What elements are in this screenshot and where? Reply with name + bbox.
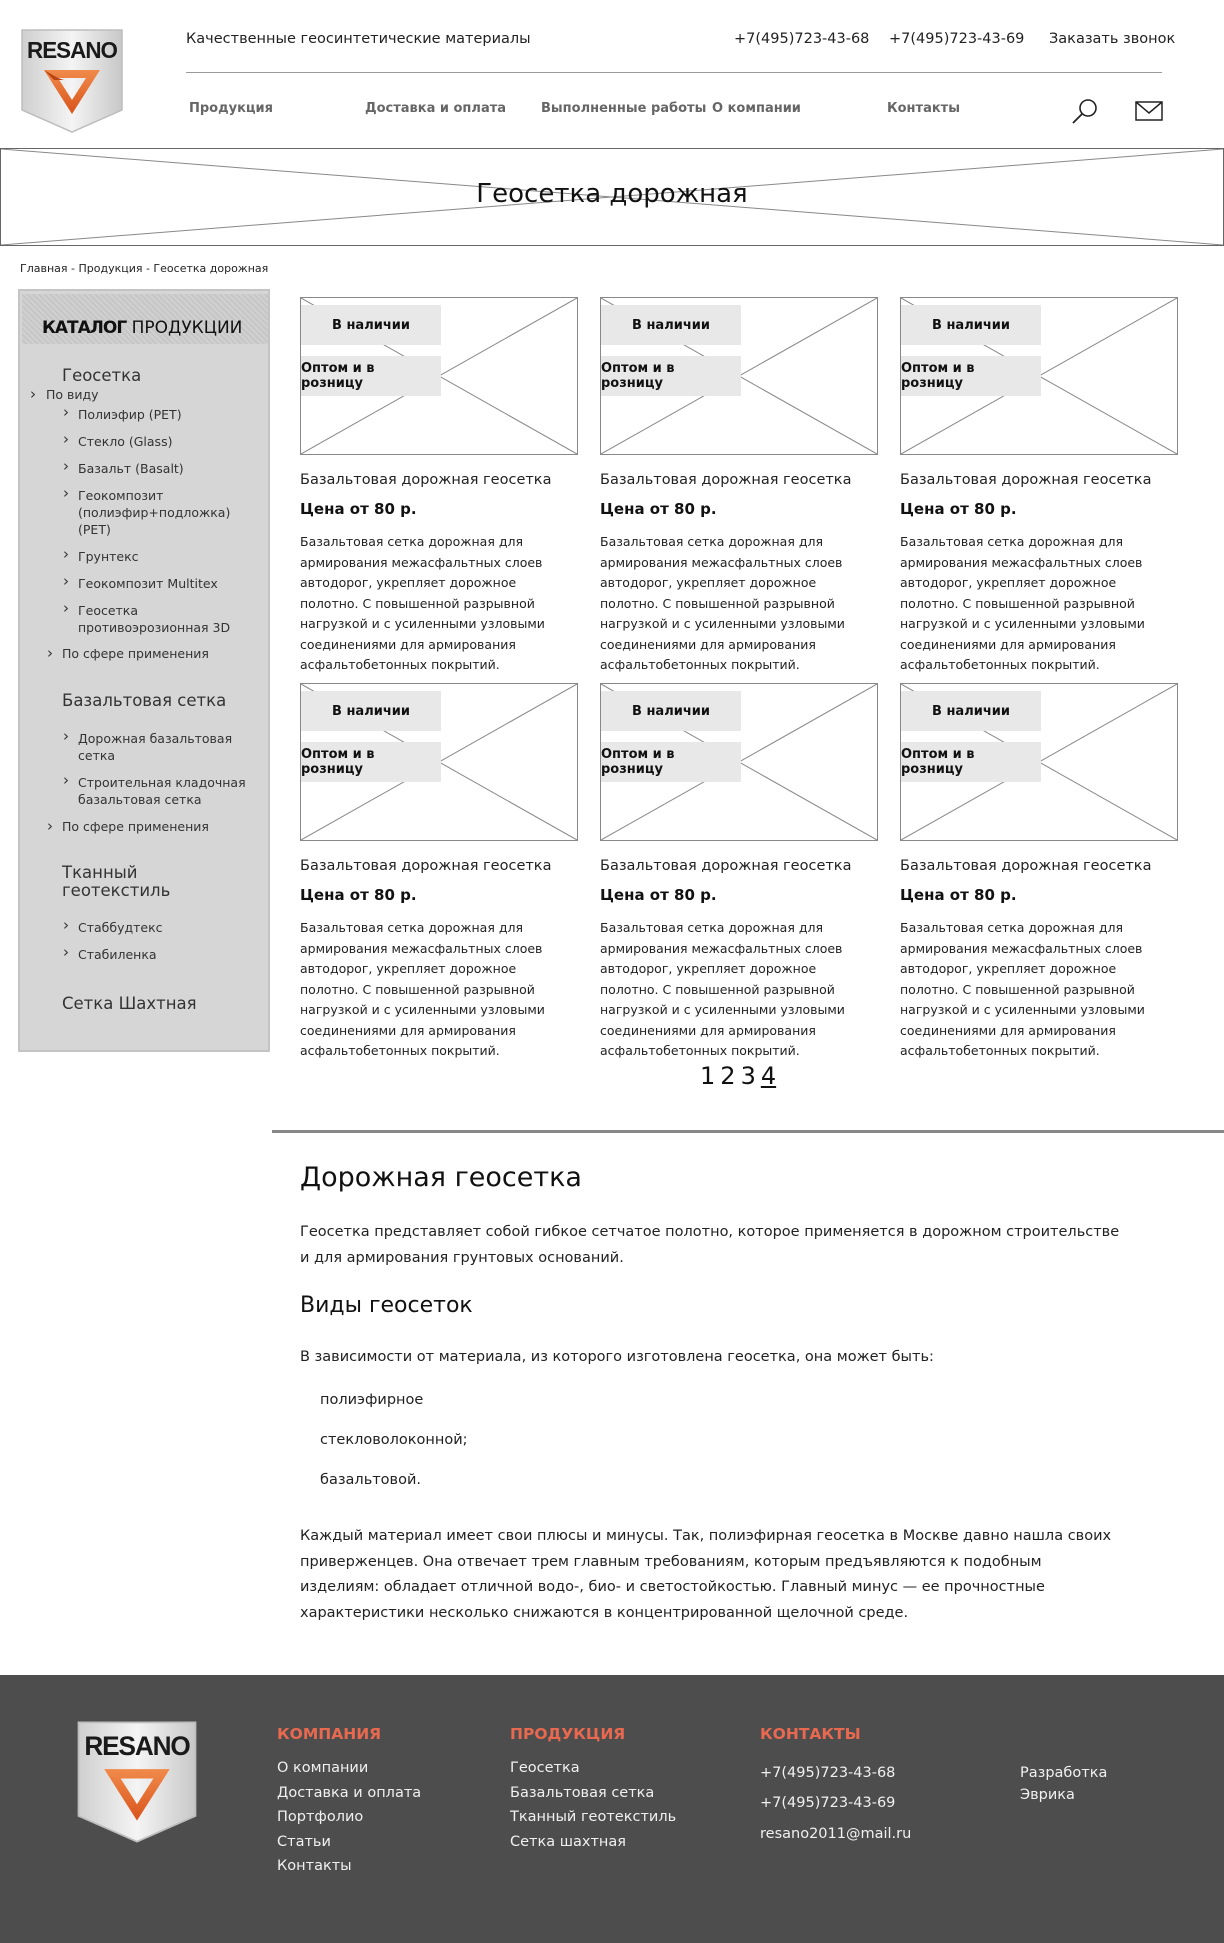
nav-item-about[interactable]: О компании [712, 101, 801, 116]
footer-link-contacts[interactable]: Контакты [277, 1858, 352, 1874]
nav-item-delivery[interactable]: Доставка и оплата [365, 101, 507, 116]
product-description: Базальтовая сетка дорожная для армирования межасфальтных слоев автодорог, укрепляет дорожное полотно. С повышенной разрывной нагрузкой и с усиленными узловыми соединениями для армирования асфальтобетонных покрытий. [600, 534, 845, 672]
nav-item-products[interactable]: Продукция [189, 101, 274, 116]
footer-link-mine-mesh[interactable]: Сетка шахтная [510, 1834, 627, 1850]
sidebar-group-basalt-mesh[interactable]: Базальтовая сетка [62, 691, 227, 710]
product-price: Цена от 80 р. [300, 886, 417, 904]
footer-phone-2[interactable]: +7(495)723-43-69 [760, 1795, 896, 1811]
article-paragraph-2: В зависимости от материала, из которого изготовлена геосетка, она может быть: [300, 1349, 934, 1365]
sidebar-item-masonry-basalt[interactable]: › Строительная кладочная базальтовая сетка [78, 774, 258, 808]
product-title[interactable]: Базальтовая дорожная геосетка [300, 472, 552, 488]
wholesale-badge: Оптом и в розницу [301, 742, 441, 782]
product-card[interactable] [600, 683, 878, 1062]
sidebar-item-stabilenka[interactable]: › Стабиленка [78, 946, 258, 963]
in-stock-badge: В наличии [601, 691, 741, 731]
product-image-placeholder[interactable] [600, 297, 878, 455]
page-link-4-current[interactable]: 4 [760, 1062, 777, 1090]
footer-email[interactable]: resano2011@mail.ru [760, 1826, 912, 1842]
page-banner [0, 148, 1224, 246]
product-price: Цена от 80 р. [900, 886, 1017, 904]
sidebar-item-gruntex[interactable]: › Грунтекс [78, 548, 258, 565]
article-intro: Геосетка представляет собой гибкое сетчатое полотно, которое применяется в дорожном строительстве и для армирования грунтовых оснований. [300, 1224, 1120, 1266]
sidebar-item-anti-erosion-3d[interactable]: › Геосетка противоэрозионная 3D [78, 602, 258, 636]
sidebar-item-multitex[interactable]: › Геокомпозит Multitex [78, 575, 258, 592]
product-title[interactable]: Базальтовая дорожная геосетка [600, 472, 852, 488]
product-card[interactable] [600, 297, 878, 676]
list-item: полиэфирное [320, 1392, 424, 1408]
product-description: Базальтовая сетка дорожная для армирования межасфальтных слоев автодорог, укрепляет дорожное полотно. С повышенной разрывной нагрузкой и с усиленными узловыми соединениями для армирования асфальтобетонных покрытий. [300, 920, 545, 1058]
header-divider [186, 72, 1162, 73]
svg-text:RESANO: RESANO [84, 1731, 190, 1762]
sidebar-item-glass[interactable]: › Стекло (Glass) [78, 433, 258, 450]
product-description: Базальтовая сетка дорожная для армирования межасфальтных слоев автодорог, укрепляет дорожное полотно. С повышенной разрывной нагрузкой и с усиленными узловыми соединениями для армирования асфальтобетонных покрытий. [600, 920, 845, 1058]
sidebar-group-mine-mesh[interactable]: Сетка Шахтная [62, 994, 197, 1013]
footer-products-heading: ПРОДУКЦИЯ [510, 1725, 626, 1743]
sidebar-filter-by-application-2[interactable]: › По сфере применения [62, 819, 209, 834]
article-heading: Дорожная геосетка [300, 1162, 582, 1193]
sidebar-group-geosetka[interactable]: Геосетка [62, 366, 142, 385]
search-icon[interactable] [1070, 96, 1100, 126]
product-image-placeholder[interactable] [900, 297, 1178, 455]
in-stock-badge: В наличии [601, 305, 741, 345]
footer-company-heading: КОМПАНИЯ [277, 1725, 382, 1743]
sidebar-item-stabbudtex[interactable]: › Стаббудтекс [78, 919, 258, 936]
catalog-title: КАТАЛОГ ПРОДУКЦИИ [42, 318, 243, 338]
sidebar-filter-by-type[interactable]: › По виду [46, 387, 99, 402]
product-card[interactable] [900, 297, 1178, 676]
wholesale-badge: Оптом и в розницу [601, 356, 741, 396]
sidebar-group-woven-geotextile[interactable]: Тканный геотекстиль [62, 863, 171, 900]
wholesale-badge: Оптом и в розницу [301, 356, 441, 396]
in-stock-badge: В наличии [901, 305, 1041, 345]
footer-contacts-heading: КОНТАКТЫ [760, 1725, 861, 1743]
product-price: Цена от 80 р. [900, 500, 1017, 518]
sidebar-item-polyester[interactable]: › Полиэфир (PET) [78, 406, 258, 423]
article-subheading: Виды геосеток [300, 1293, 473, 1318]
logo[interactable] [20, 28, 124, 134]
svg-text:RESANO: RESANO [27, 37, 118, 63]
list-item: стекловолоконной; [320, 1432, 468, 1448]
page-link-1[interactable]: 1 [700, 1062, 716, 1090]
wholesale-badge: Оптом и в розницу [901, 356, 1041, 396]
product-description: Базальтовая сетка дорожная для армирования межасфальтных слоев автодорог, укрепляет дорожное полотно. С повышенной разрывной нагрузкой и с усиленными узловыми соединениями для армирования асфальтобетонных покрытий. [900, 534, 1145, 672]
sidebar-item-geocomposite[interactable]: › Геокомпозит (полиэфир+подложка) (PET) [78, 487, 258, 538]
product-price: Цена от 80 р. [600, 500, 717, 518]
footer-link-about[interactable]: О компании [277, 1760, 369, 1776]
product-description: Базальтовая сетка дорожная для армирования межасфальтных слоев автодорог, укрепляет дорожное полотно. С повышенной разрывной нагрузкой и с усиленными узловыми соединениями для армирования асфальтобетонных покрытий. [900, 920, 1145, 1058]
product-price: Цена от 80 р. [600, 886, 717, 904]
footer-link-portfolio[interactable]: Портфолио [277, 1809, 364, 1825]
footer-dev-link[interactable]: Эврика [1020, 1787, 1075, 1803]
breadcrumb[interactable]: Главная - Продукция - Геосетка дорожная [20, 262, 269, 275]
product-image-placeholder[interactable] [600, 683, 878, 841]
wholesale-badge: Оптом и в розницу [901, 742, 1041, 782]
phone-link-1[interactable]: +7(495)723-43-68 [734, 31, 870, 47]
nav-item-works[interactable]: Выполненные работы [541, 101, 707, 116]
product-description: Базальтовая сетка дорожная для армирования межасфальтных слоев автодорог, укрепляет дорожное полотно. С повышенной разрывной нагрузкой и с усиленными узловыми соединениями для армирования асфальтобетонных покрытий. [300, 534, 545, 672]
catalog-sidebar [18, 289, 270, 1052]
footer-phone-1[interactable]: +7(495)723-43-68 [760, 1765, 896, 1781]
product-image-placeholder[interactable] [900, 683, 1178, 841]
mail-icon[interactable] [1135, 101, 1163, 121]
page-title: Геосетка дорожная [476, 179, 748, 209]
product-card[interactable] [300, 683, 578, 1062]
product-image-placeholder[interactable] [300, 683, 578, 841]
product-price: Цена от 80 р. [300, 500, 417, 518]
wholesale-badge: Оптом и в розницу [601, 742, 741, 782]
page-link-2[interactable]: 2 [720, 1062, 736, 1090]
sidebar-filter-by-application[interactable]: › По сфере применения [62, 646, 209, 661]
in-stock-badge: В наличии [301, 691, 441, 731]
product-card[interactable] [300, 297, 578, 676]
in-stock-badge: В наличии [301, 305, 441, 345]
sidebar-item-basalt[interactable]: › Базальт (Basalt) [78, 460, 258, 477]
callback-button[interactable]: Заказать звонок [1049, 31, 1176, 47]
list-item: базальтовой. [320, 1472, 422, 1488]
pagination [700, 1062, 781, 1090]
page-link-3[interactable]: 3 [740, 1062, 756, 1090]
product-title[interactable]: Базальтовая дорожная геосетка [300, 858, 552, 874]
product-title[interactable]: Базальтовая дорожная геосетка [900, 472, 1152, 488]
footer-link-geosetka[interactable]: Геосетка [510, 1760, 580, 1776]
content-divider [272, 1130, 1224, 1133]
product-card[interactable] [900, 683, 1178, 1062]
sidebar-item-road-basalt[interactable]: › Дорожная базальтовая сетка [78, 730, 258, 764]
footer-link-delivery[interactable]: Доставка и оплата [277, 1785, 422, 1801]
catalog-header [22, 294, 268, 344]
tagline: Качественные геосинтетические материалы [186, 31, 531, 47]
footer-logo[interactable] [76, 1720, 198, 1844]
product-title[interactable]: Базальтовая дорожная геосетка [900, 858, 1152, 874]
phone-link-2[interactable]: +7(495)723-43-69 [889, 31, 1025, 47]
in-stock-badge: В наличии [901, 691, 1041, 731]
footer-link-basalt-mesh[interactable]: Базальтовая сетка [510, 1785, 655, 1801]
product-title[interactable]: Базальтовая дорожная геосетка [600, 858, 852, 874]
nav-item-contacts[interactable]: Контакты [887, 101, 960, 116]
footer-link-articles[interactable]: Статьи [277, 1834, 331, 1850]
product-image-placeholder[interactable] [300, 297, 578, 455]
article-paragraph-3: Каждый материал имеет свои плюсы и минусы. Так, полиэфирная геосетка в Москве давно нашла своих приверженцев. Она отвечает трем главным требованиям, которым предъявляются к подобным изделиям: обладает отличной водо-, био- и светостойкостью. Главный минус — ее прочностные характеристики несколько снижаются в концентрированной щелочной среде. [300, 1528, 1112, 1621]
footer-link-woven-geotextile[interactable]: Тканный геотекстиль [510, 1809, 677, 1825]
footer-dev-label: Разработка [1020, 1765, 1108, 1781]
